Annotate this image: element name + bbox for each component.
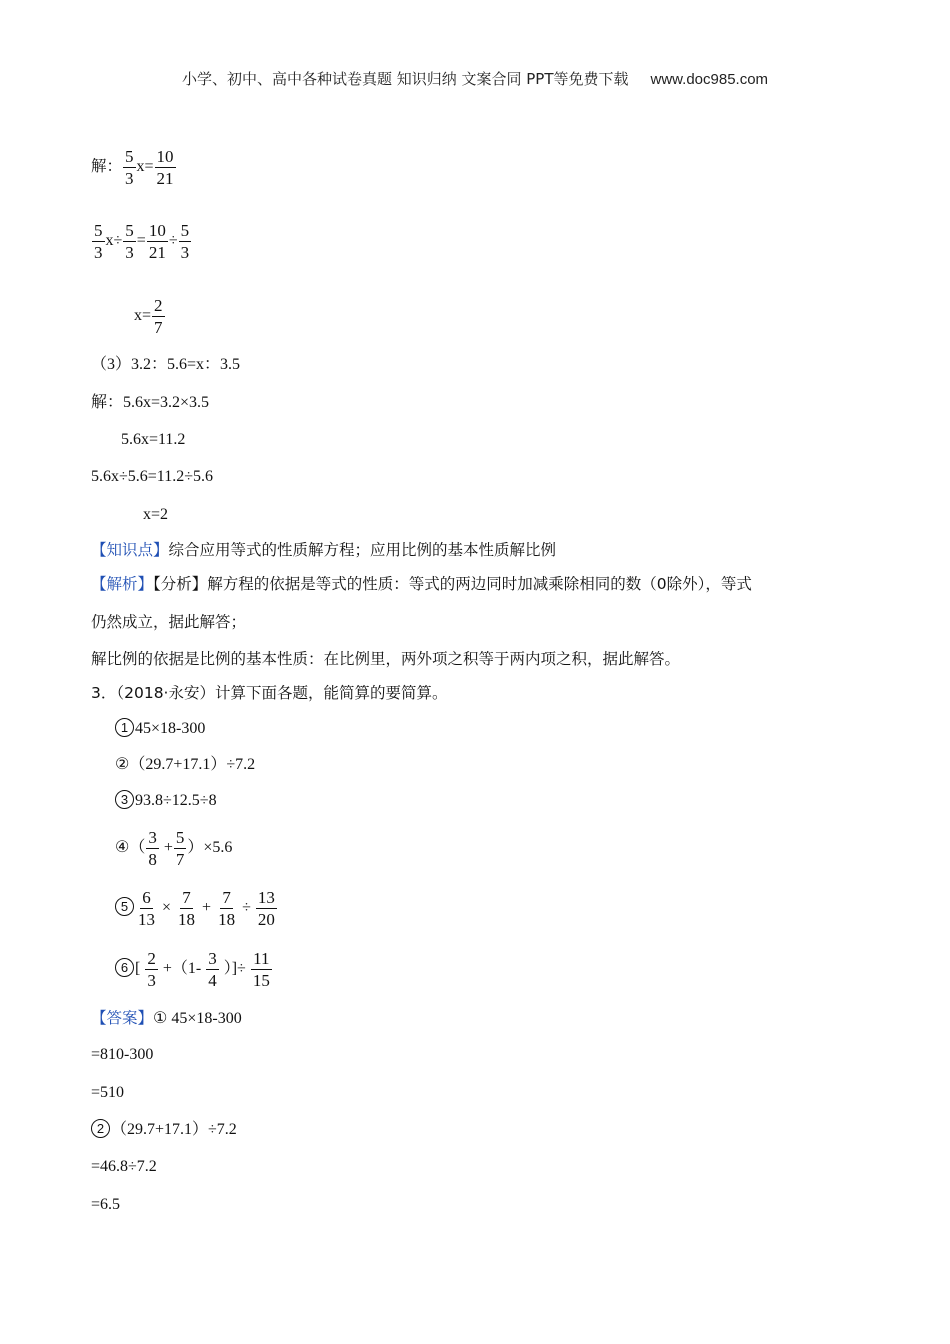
analysis-line2: 仍然成立，据此解答； (91, 613, 247, 631)
eq3-step3: 5.6x÷5.6=11.2÷5.6 (91, 468, 213, 485)
eq3-step1: 解：5.6x=3.2×3.5 (91, 394, 210, 411)
fraction-7-18: $\frac{7}{18}$ (218, 888, 236, 929)
knowledge-text: 综合应用等式的性质解方程；应用比例的基本性质解比例 (168, 541, 557, 559)
q3-item-5 (115, 887, 278, 930)
header-text: 小学、初中、高中各种试卷真题 知识归纳 文案合同 PPT等免费下载 (181, 70, 629, 88)
circled-number-2: ② (115, 756, 130, 773)
answer-step: =6.5 (91, 1196, 121, 1213)
x-equals: x= (136, 158, 154, 176)
fraction-10-21: $\frac{10}{21}$ (148, 221, 166, 262)
answer-step: =46.8÷7.2 (91, 1158, 157, 1175)
analysis-line3: 解比例的依据是比例的基本性质：在比例里，两外项之积等于两内项之积，据此解答。 (91, 650, 681, 668)
eq3-step4: x=2 (143, 506, 169, 523)
circled-number-2: 2 (91, 1119, 110, 1138)
q3-item-3 (115, 790, 217, 812)
fraction-5-3: $\frac{5}{3}$ (180, 221, 190, 262)
fraction-10-21: $\frac{10}{21}$ (156, 147, 174, 188)
answer-step: =810-300 (91, 1046, 154, 1063)
knowledge-point (91, 539, 556, 561)
circled-number-1: ① (153, 1010, 168, 1027)
plus: + (202, 899, 212, 917)
question-3-title: 3．（2018·永安）计算下面各题，能简算的要简算。 (91, 684, 448, 702)
answer-line2 (91, 1119, 237, 1141)
circled-number-4: ④ (115, 839, 130, 857)
circled-number-3: 3 (115, 790, 134, 809)
eq2-line2 (91, 220, 192, 263)
fraction-5-3: $\frac{5}{3}$ (125, 221, 134, 262)
header-site: www.doc985.com (650, 71, 769, 88)
circled-number-5: 5 (115, 897, 134, 916)
close-paren-times: ）×5.6 (187, 839, 233, 857)
divide: ÷ (168, 232, 178, 250)
fraction-3-8: $\frac{3}{8}$ (148, 828, 157, 869)
fraction-5-7: $\frac{5}{7}$ (175, 828, 185, 869)
fraction-7-18: $\frac{7}{18}$ (178, 888, 196, 929)
page-header (0, 68, 950, 89)
q3-item-1 (115, 718, 205, 740)
answer-text: 45×18-300 (167, 1010, 242, 1027)
eq2-line1 (91, 146, 177, 189)
fraction-2-7: $\frac{2}{7}$ (154, 296, 163, 337)
equals: = (136, 232, 146, 250)
plus: + (163, 839, 173, 857)
close-bracket-divide: ）]÷ (223, 960, 246, 978)
x-equals: x= (134, 307, 152, 325)
fraction-2-3: $\frac{2}{3}$ (147, 949, 156, 990)
answer-step: =510 (91, 1084, 125, 1101)
plus-one-minus: +（1- (162, 960, 202, 978)
analysis-line1 (91, 573, 752, 595)
item-text: 93.8÷12.5÷8 (135, 792, 217, 809)
answer-line1 (91, 1007, 242, 1030)
eq3-step2: 5.6x=11.2 (121, 431, 186, 448)
divide: ÷ (242, 899, 251, 917)
circled-number-1: 1 (115, 718, 134, 737)
knowledge-tag: 【知识点】 (91, 541, 169, 559)
q3-item-4 (115, 827, 232, 870)
x-divide: x÷ (105, 232, 123, 250)
fraction-5-3: $\frac{5}{3}$ (94, 221, 103, 262)
item-text: 45×18-300 (135, 720, 206, 737)
q3-item-6 (115, 948, 273, 991)
circled-number-6: 6 (115, 958, 134, 977)
open-bracket: [ (135, 960, 141, 978)
analysis-text: 【分析】解方程的依据是等式的性质：等式的两边同时加减乘除相同的数（0除外），等式 (153, 575, 752, 593)
eq2-line3 (134, 295, 166, 338)
fraction-13-20: $\frac{13}{20}$ (257, 888, 275, 929)
q3-item-2 (115, 754, 255, 776)
answer-tag: 【答案】 (91, 1009, 154, 1027)
fraction-5-3: $\frac{5}{3}$ (125, 147, 134, 188)
open-paren: （ (129, 839, 146, 857)
answer-text: （29.7+17.1）÷7.2 (111, 1121, 237, 1138)
fraction-6-13: $\frac{6}{13}$ (138, 888, 155, 929)
fraction-3-4: $\frac{3}{4}$ (208, 949, 217, 990)
solve-label: 解： (91, 157, 123, 176)
fraction-11-15: $\frac{11}{15}$ (252, 949, 270, 990)
analysis-tag: 【解析】 (91, 575, 154, 593)
times: × (162, 899, 172, 917)
eq3-title: （3）3.2：5.6=x：3.5 (91, 356, 241, 373)
item-text: （29.7+17.1）÷7.2 (129, 756, 256, 773)
